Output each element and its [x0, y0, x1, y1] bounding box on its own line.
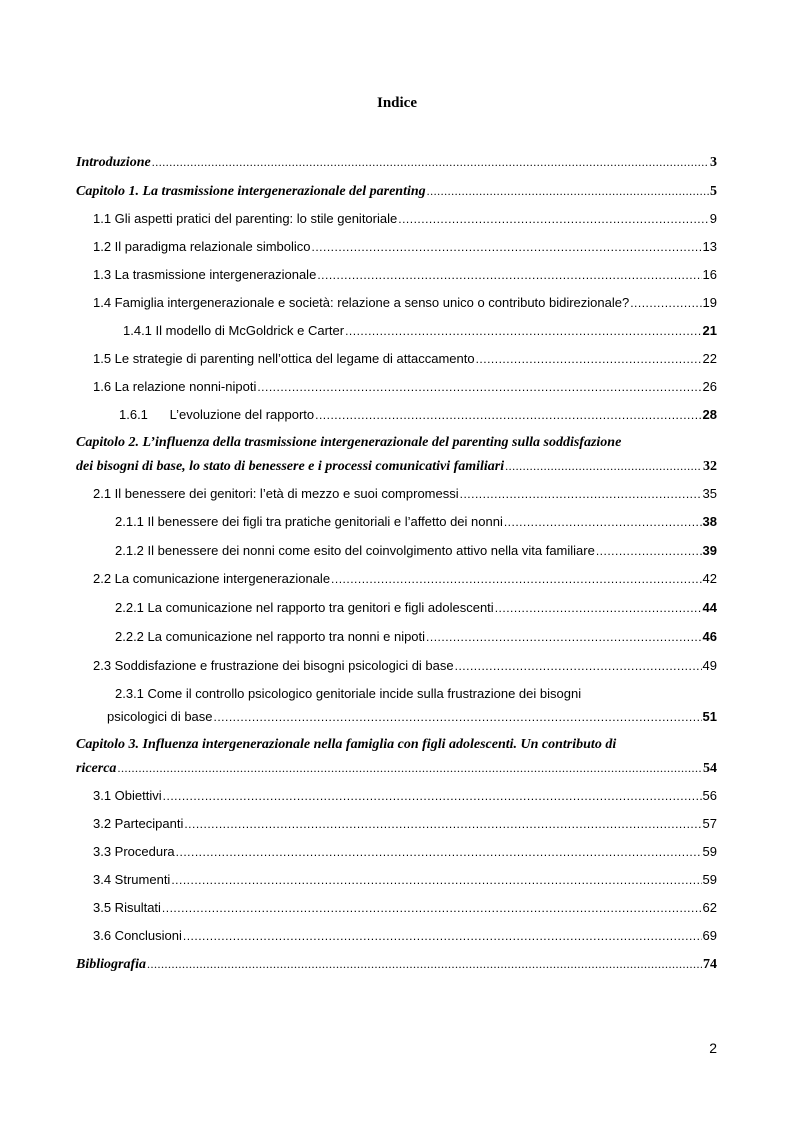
toc-leader	[317, 265, 701, 285]
toc-leader	[312, 237, 702, 257]
toc-entry-1-4[interactable]	[0, 293, 794, 313]
toc-entry-3-5[interactable]	[0, 898, 794, 918]
toc-entry-2-1-1[interactable]	[0, 512, 794, 532]
toc-entry-1-6[interactable]	[0, 377, 794, 397]
toc-leader	[398, 209, 709, 229]
toc-label: Bibliografia	[76, 957, 147, 972]
toc-leader	[630, 293, 701, 313]
toc-label: ricerca	[76, 761, 117, 776]
toc-entry-3-4[interactable]	[0, 870, 794, 890]
toc-leader	[455, 656, 702, 676]
toc-page-number: 9	[709, 211, 717, 226]
toc-label: 3.4 Strumenti	[93, 872, 171, 887]
toc-leader	[163, 786, 702, 806]
toc-entry-1-1[interactable]	[0, 209, 794, 229]
toc-label: 2.3 Soddisfazione e frustrazione dei bisogni psicologici di base	[93, 658, 454, 673]
toc-label: Introduzione	[76, 155, 151, 170]
toc-label-line-1: Capitolo 2. L’influenza della trasmissione intergenerazionale del parenting sulla soddisfazione	[76, 435, 622, 450]
toc-leader	[460, 484, 702, 504]
toc-page-number: 46	[702, 629, 717, 644]
toc-leader	[214, 707, 702, 727]
toc-entry-2-2-1[interactable]	[0, 598, 794, 618]
toc-label: 2.1 Il benessere dei genitori: l’età di mezzo e suoi compromessi	[93, 486, 459, 501]
toc-leader	[505, 456, 702, 476]
toc-leader	[117, 758, 702, 778]
toc-page-number: 44	[702, 600, 717, 615]
toc-page-number: 13	[702, 239, 717, 254]
toc-entry-2-1[interactable]	[0, 484, 794, 504]
toc-label: 1.4.1 Il modello di McGoldrick e Carter	[123, 323, 345, 338]
toc-label: 2.2 La comunicazione intergenerazionale	[93, 571, 331, 586]
toc-entry-1-4-1[interactable]	[0, 321, 794, 341]
toc-page-number: 59	[702, 872, 717, 887]
toc-entry-3-1[interactable]	[0, 786, 794, 806]
toc-page-number: 19	[702, 295, 717, 310]
toc-leader	[426, 627, 701, 647]
toc-leader	[476, 349, 702, 369]
toc-entry-2-3-1[interactable]	[0, 684, 794, 728]
toc-page-number: 56	[702, 788, 717, 803]
toc-page-number: 74	[703, 957, 717, 972]
toc-page-number: 59	[702, 844, 717, 859]
toc-leader	[596, 541, 702, 561]
toc-label: 1.6 La relazione nonni-nipoti	[93, 379, 257, 394]
toc-entry-3-3[interactable]	[0, 842, 794, 862]
toc-leader	[315, 405, 701, 425]
toc-page-number: 35	[702, 486, 717, 501]
toc-page-number: 69	[702, 928, 717, 943]
toc-page-number: 54	[703, 761, 717, 776]
toc-label: 3.1 Obiettivi	[93, 788, 162, 803]
toc-entry-3-6[interactable]	[0, 926, 794, 946]
toc-entry-2-2-2[interactable]	[0, 627, 794, 647]
toc-entry-2-3[interactable]	[0, 656, 794, 676]
toc-page-number: 62	[702, 900, 717, 915]
toc-label: 2.2.1 La comunicazione nel rapporto tra genitori e figli adolescenti	[115, 600, 494, 615]
toc-label: psicologici di base	[107, 709, 213, 724]
toc-page-number: 49	[702, 658, 717, 673]
page-title: Indice	[376, 95, 417, 111]
toc-label: 2.1.1 Il benessere dei figli tra pratiche genitoriali e l’affetto dei nonni	[115, 514, 503, 529]
toc-label: 3.3 Procedura	[93, 844, 175, 859]
toc-entry-1-2[interactable]	[0, 237, 794, 257]
toc-label: 2.2.2 La comunicazione nel rapporto tra nonni e nipoti	[115, 629, 426, 644]
toc-page-number: 3	[710, 155, 717, 170]
toc-page-number: 39	[702, 543, 717, 558]
toc-entry-capitolo-1[interactable]	[0, 181, 794, 201]
toc-leader	[147, 954, 702, 974]
toc-page-number: 21	[702, 323, 717, 338]
toc-entry-capitolo-2[interactable]	[0, 433, 794, 477]
toc-leader	[183, 926, 702, 946]
toc-label: 1.3 La trasmissione intergenerazionale	[93, 267, 317, 282]
toc-page-number: 42	[702, 571, 717, 586]
toc-label: 3.5 Risultati	[93, 900, 161, 915]
toc-label: 3.2 Partecipanti	[93, 816, 184, 831]
toc-label: Capitolo 1. La trasmissione intergenerazionale del parenting	[76, 184, 426, 199]
toc-label: 1.6.1 L’evoluzione del rapporto	[119, 407, 315, 422]
toc-page-number: 51	[702, 709, 717, 724]
toc-label: 1.5 Le strategie di parenting nell’ottica del legame di attaccamento	[93, 351, 475, 366]
toc-page-number: 16	[702, 267, 717, 282]
toc-entry-2-2[interactable]	[0, 569, 794, 589]
toc-leader	[184, 814, 701, 834]
toc-leader	[495, 598, 702, 618]
toc-page-number: 22	[702, 351, 717, 366]
toc-page-number: 57	[702, 816, 717, 831]
toc-label: 3.6 Conclusioni	[93, 928, 182, 943]
toc-page-number: 32	[703, 459, 717, 474]
toc-entry-capitolo-3[interactable]	[0, 735, 794, 779]
toc-leader	[345, 321, 701, 341]
toc-entry-2-1-2[interactable]	[0, 541, 794, 561]
toc-label: 1.1 Gli aspetti pratici del parenting: lo stile genitoriale	[93, 211, 398, 226]
toc-leader	[171, 870, 701, 890]
toc-page-number: 26	[702, 379, 717, 394]
toc-leader	[504, 512, 702, 532]
toc-page-number: 38	[702, 514, 717, 529]
toc-leader	[257, 377, 701, 397]
toc-entry-introduzione[interactable]	[0, 152, 794, 172]
toc-entry-1-5[interactable]	[0, 349, 794, 369]
toc-label: dei bisogni di base, lo stato di benessere e i processi comunicativi familiari	[76, 459, 505, 474]
page-number: 2	[709, 1040, 717, 1056]
toc-leader	[427, 181, 709, 201]
toc-leader	[331, 569, 701, 589]
toc-leader	[162, 898, 702, 918]
toc-entry-bibliografia[interactable]	[0, 954, 794, 974]
toc-leader	[152, 152, 709, 172]
toc-page-number: 28	[702, 407, 717, 422]
toc-entry-3-2[interactable]	[0, 814, 794, 834]
toc-entry-1-6-1[interactable]	[0, 405, 794, 425]
toc-label: 1.2 Il paradigma relazionale simbolico	[93, 239, 311, 254]
toc-label: 1.4 Famiglia intergenerazionale e società: relazione a senso unico o contributo bidirezionale?	[93, 295, 630, 310]
toc-label-line-1: 2.3.1 Come il controllo psicologico genitoriale incide sulla frustrazione dei bisogni	[115, 686, 582, 701]
toc-label-line-1: Capitolo 3. Influenza intergenerazionale nella famiglia con figli adolescenti. Un contributo di	[76, 737, 617, 752]
toc-label: 2.1.2 Il benessere dei nonni come esito del coinvolgimento attivo nella vita familiare	[115, 543, 595, 558]
toc-page-number: 5	[710, 184, 717, 199]
toc-leader	[176, 842, 702, 862]
toc-entry-1-3[interactable]	[0, 265, 794, 285]
